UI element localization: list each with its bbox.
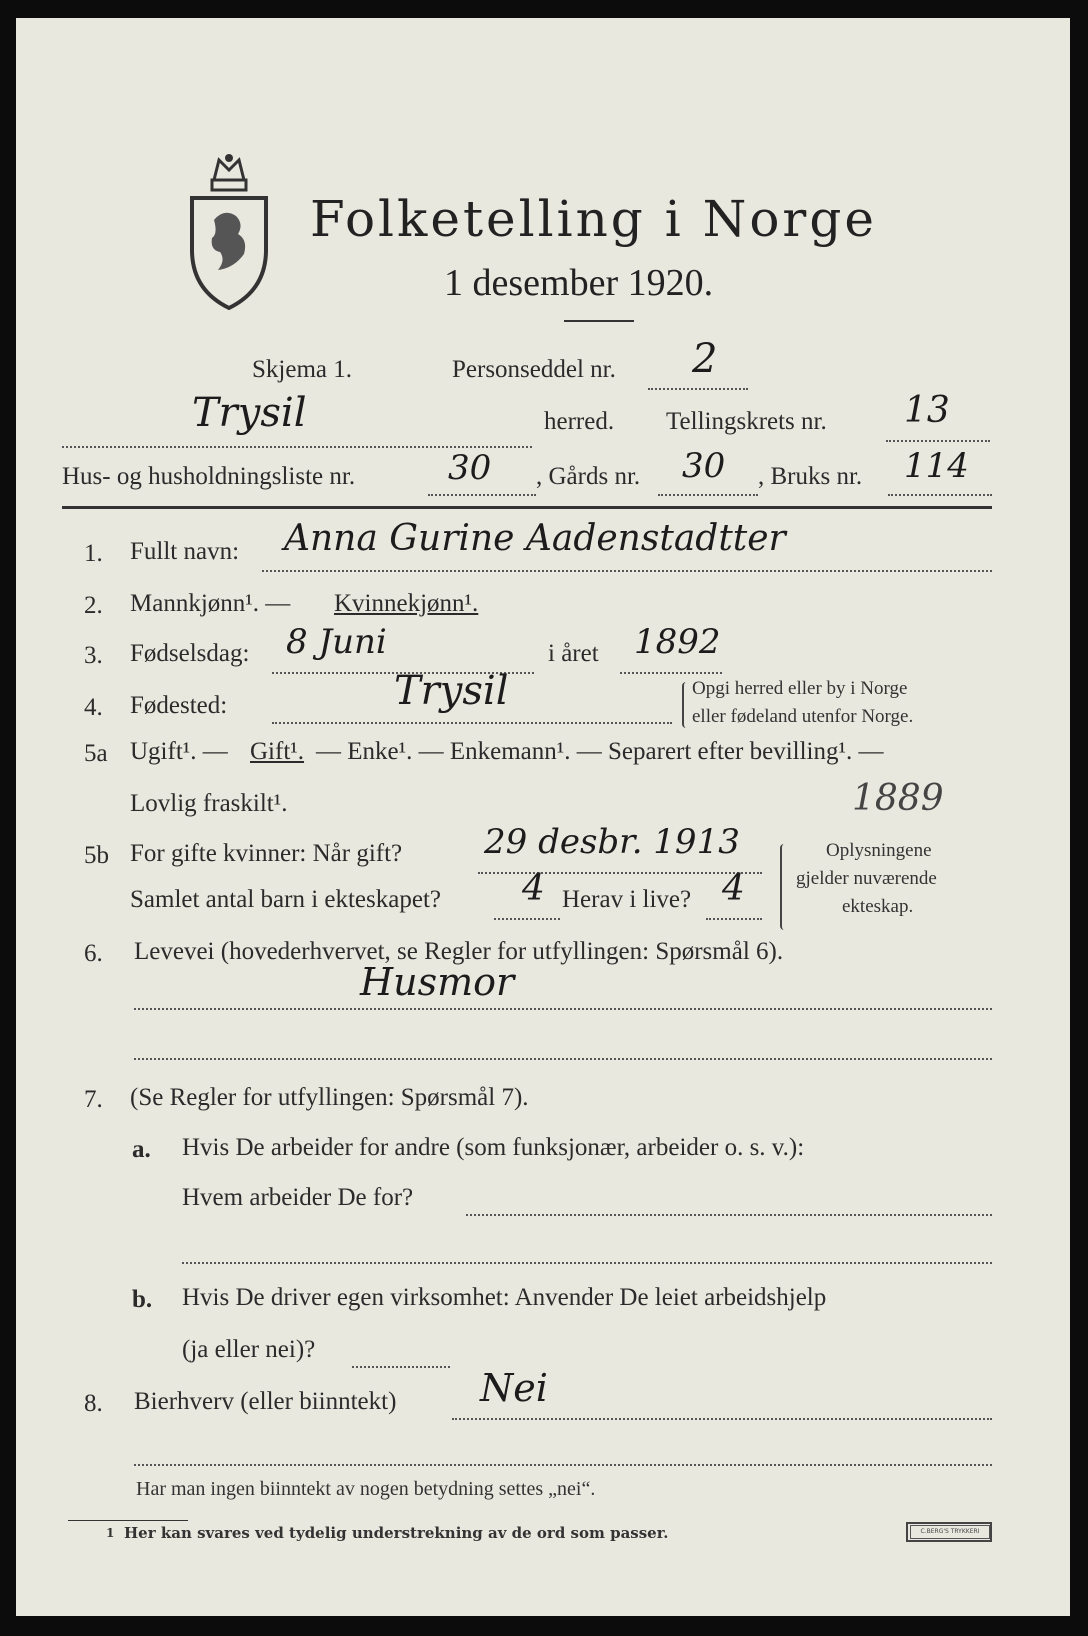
title-divider <box>564 320 634 322</box>
q5a-margin-note: 1889 <box>852 778 944 819</box>
q5a-other-options: — Enke¹. — Enkemann¹. — Separert efter bevilling¹. — <box>316 738 884 765</box>
q5b-marriage-date-value: 29 desbr. 1913 <box>484 822 740 862</box>
q4-label: Fødested: <box>130 692 228 719</box>
herred-label: herred. <box>544 408 615 435</box>
q7-number: 7. <box>84 1086 103 1113</box>
q7a-text: Hvis De arbeider for andre (som funksjonær, arbeider o. s. v.): <box>182 1134 805 1161</box>
q8-bierhverv-value: Nei <box>480 1366 548 1410</box>
form-title: Folketelling i Norge <box>310 190 877 248</box>
gards-label: , Gårds nr. <box>536 463 641 490</box>
q6-label: Levevei (hovederhvervet, se Regler for utfyllingen: Spørsmål 6). <box>134 938 784 965</box>
tellingskrets-label: Tellingskrets nr. <box>666 408 827 435</box>
footnote-mark: 1 <box>106 1526 115 1540</box>
q7a-text-2: Hvem arbeider De for? <box>182 1184 414 1211</box>
q5b-live-label: Herav i live? <box>562 886 692 913</box>
q5a-fraskilt: Lovlig fraskilt¹. <box>130 790 288 817</box>
q7a-number: a. <box>132 1136 151 1163</box>
husholdningsliste-label: Hus- og husholdningsliste nr. <box>62 463 356 490</box>
q5b-barn-label: Samlet antal barn i ekteskapet? <box>130 886 441 913</box>
gards-value: 30 <box>682 446 726 486</box>
bruks-label: , Bruks nr. <box>758 463 863 490</box>
biinntekt-note: Har man ingen biinntekt av nogen betydning settes „nei“. <box>136 1478 596 1500</box>
header-rule <box>62 506 992 509</box>
q5a-number: 5a <box>84 740 108 767</box>
q7b-text: Hvis De driver egen virksomhet: Anvender De leiet arbeidshjelp <box>182 1284 827 1311</box>
q7-label: (Se Regler for utfyllingen: Spørsmål 7). <box>130 1084 529 1111</box>
q5b-number: 5b <box>84 842 109 869</box>
q2-number: 2. <box>84 592 103 619</box>
q1-number: 1. <box>84 540 103 567</box>
q5b-note-2: gjelder nuværende <box>796 868 937 889</box>
q5a-ugift: Ugift¹. — <box>130 738 228 765</box>
q6-occupation-value: Husmor <box>360 960 515 1004</box>
footnote-text: Her kan svares ved tydelig understrekning av de ord som passer. <box>124 1524 669 1542</box>
q6-number: 6. <box>84 940 103 967</box>
census-form <box>16 18 1070 1616</box>
q8-number: 8. <box>84 1390 103 1417</box>
q3-number: 3. <box>84 642 103 669</box>
q5b-barn-value: 4 <box>522 868 545 909</box>
q3-year-value: 1892 <box>634 622 721 662</box>
q3-year-label: i året <box>548 640 599 667</box>
q5b-note-3: ekteskap. <box>842 896 914 917</box>
husholdningsliste-value: 30 <box>448 448 492 488</box>
q5b-note-1: Oplysningene <box>826 840 932 861</box>
personseddel-label: Personseddel nr. <box>452 356 616 383</box>
printer-stamp <box>906 1522 992 1542</box>
q5b-live-value: 4 <box>722 868 745 909</box>
census-date: 1 desember 1920. <box>444 262 714 304</box>
personseddel-value: 2 <box>692 336 718 382</box>
q1-label: Fullt navn: <box>130 538 240 565</box>
printer-stamp-text: C.BERG'S TRYKKERI <box>910 1525 990 1539</box>
q4-number: 4. <box>84 694 103 721</box>
q8-label: Bierhverv (eller biinntekt) <box>134 1388 397 1415</box>
q2-kvinnekjonn: Kvinnekjønn¹. <box>334 590 479 617</box>
q7b-text-2: (ja eller nei)? <box>182 1336 316 1363</box>
q4-birthplace-value: Trysil <box>394 668 509 714</box>
bruks-value: 114 <box>904 446 969 486</box>
q1-full-name-value: Anna Gurine Aadenstadtter <box>284 518 786 559</box>
coat-of-arms-icon <box>184 150 274 310</box>
herred-value: Trysil <box>192 390 307 436</box>
footnote-rule <box>68 1520 188 1521</box>
skjema-label: Skjema 1. <box>252 356 352 383</box>
q7b-number: b. <box>132 1286 153 1313</box>
q2-mannkjonn: Mannkjønn¹. — <box>130 590 291 617</box>
q5b-label: For gifte kvinner: Når gift? <box>130 840 403 867</box>
q4-note-1: Opgi herred eller by i Norge <box>692 678 908 699</box>
tellingskrets-value: 13 <box>904 390 950 431</box>
q4-note-2: eller fødeland utenfor Norge. <box>692 706 914 727</box>
q3-label: Fødselsdag: <box>130 640 250 667</box>
q3-birthday-value: 8 Juni <box>286 622 387 662</box>
q5a-gift: Gift¹. <box>250 738 305 765</box>
